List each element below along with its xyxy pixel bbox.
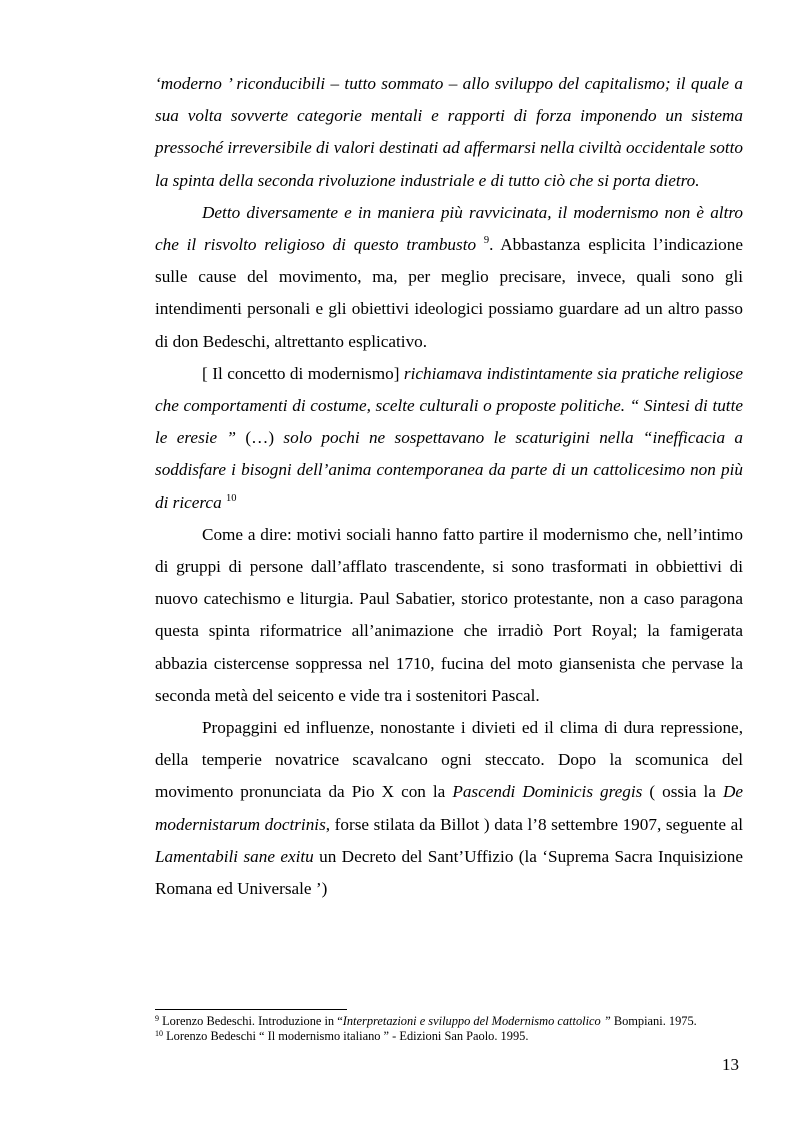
footnote-ref-9[interactable]: 9 xyxy=(483,235,490,247)
title-pascendi: Pascendi Dominicis gregis xyxy=(452,782,643,802)
paragraph-4-text: Come a dire: motivi sociali hanno fatto partire il modernismo che, nell’intimo di gruppi di persone dall’afflato trascendente, si sono trasformati in obbiettivi di nuovo catechismo e liturgia. Paul Sabatier, storico protestante, non a caso paragona questa spinta riformatrice all’animazione che irradiò Port Royal; la famigerata abbazia cistercense soppressa nel 1710, fucina del moto giansenista che pervase la seconda metà del seicento e vide tra i sostenitori Pascal. xyxy=(155,524,743,705)
footnote-9-number: 9 xyxy=(155,1014,159,1023)
footnote-9-text-a: Lorenzo Bedeschi. Introduzione in “ xyxy=(159,1014,343,1028)
footnotes xyxy=(155,1014,755,1044)
quote-lead: [ Il concetto di modernismo] xyxy=(202,363,404,383)
paragraph-3-quote xyxy=(155,358,743,519)
footnote-ref-10[interactable]: 10 xyxy=(225,492,237,504)
paragraph-5-part-c: , forse stilata da Billot ) data l’8 settembre 1907, seguente al xyxy=(325,814,743,834)
quote-italic-1: richiamava indistintamente sia pratiche religiose che comportamenti di costume, scelte culturali o proposte politiche. “ Sintesi di tutte le eresie ” xyxy=(155,363,743,448)
footnote-10-number: 10 xyxy=(155,1029,163,1038)
paragraph-5-part-a: Propaggini ed influenze, nonostante i divieti ed il clima di dura repressione, della temperie novatrice scavalcano ogni steccato. Dopo la scomunica del movimento pronunciata da Pio X con la xyxy=(155,718,743,802)
paragraph-5-part-d: un Decreto del Sant’Uffizio (la ‘Suprema Sacra Inquisizione Romana ed Universale ’) xyxy=(155,846,743,899)
body-text xyxy=(155,68,743,905)
footnote-10 xyxy=(155,1029,755,1044)
footnote-9-text-b: Bompiani. 1975. xyxy=(610,1014,697,1028)
paragraph-2-text: . Abbastanza esplicita l’indicazione sulle cause del movimento, ma, per meglio precisare, invece, quali sono gli intendimenti personali e gli obiettivi ideologici possiamo guardare ad un altro passo di don Bedeschi, altrettanto esplicativo. xyxy=(155,235,743,351)
page-number: 13 xyxy=(722,1055,739,1074)
footnote-10-text: Lorenzo Bedeschi “ Il modernismo italiano ” - Edizioni San Paolo. 1995. xyxy=(163,1029,529,1043)
footnote-separator xyxy=(155,1009,347,1010)
footnote-9-title: Interpretazioni e sviluppo del Modernismo cattolico ” xyxy=(342,1014,611,1028)
quote-italic-2: solo pochi ne sospettavano le scaturigini nella “inefficacia a soddisfare i bisogni dell’anima contemporanea da parte di un cattolicesimo non più di ricerca xyxy=(155,428,743,512)
title-de-modernistarum: De modernistarum doctrinis xyxy=(155,782,743,834)
paragraph-5-part-b: ( ossia la xyxy=(642,782,723,802)
paragraph-5 xyxy=(155,712,743,905)
quote-ellipsis: (…) xyxy=(245,428,275,448)
footnote-9 xyxy=(155,1014,755,1029)
title-lamentabili: Lamentabili sane exitu xyxy=(155,846,314,866)
paragraph-1-text: ‘moderno ’ riconducibili – tutto sommato – allo sviluppo del capitalismo; il quale a sua volta sovverte categorie mentali e rapporti di forza imponendo un sistema pressoché irreversibile di valori destinati ad affermarsi nella civiltà occidentale sotto la spinta della seconda rivoluzione industriale e di tutto ciò che si porta dietro. xyxy=(155,74,743,190)
paragraph-4 xyxy=(155,519,743,712)
paragraph-2 xyxy=(155,197,743,358)
paragraph-1 xyxy=(155,68,743,197)
paragraph-2-italic: Detto diversamente e in maniera più ravvicinata, il modernismo non è altro che il risvolto religioso di questo trambusto xyxy=(155,202,743,255)
